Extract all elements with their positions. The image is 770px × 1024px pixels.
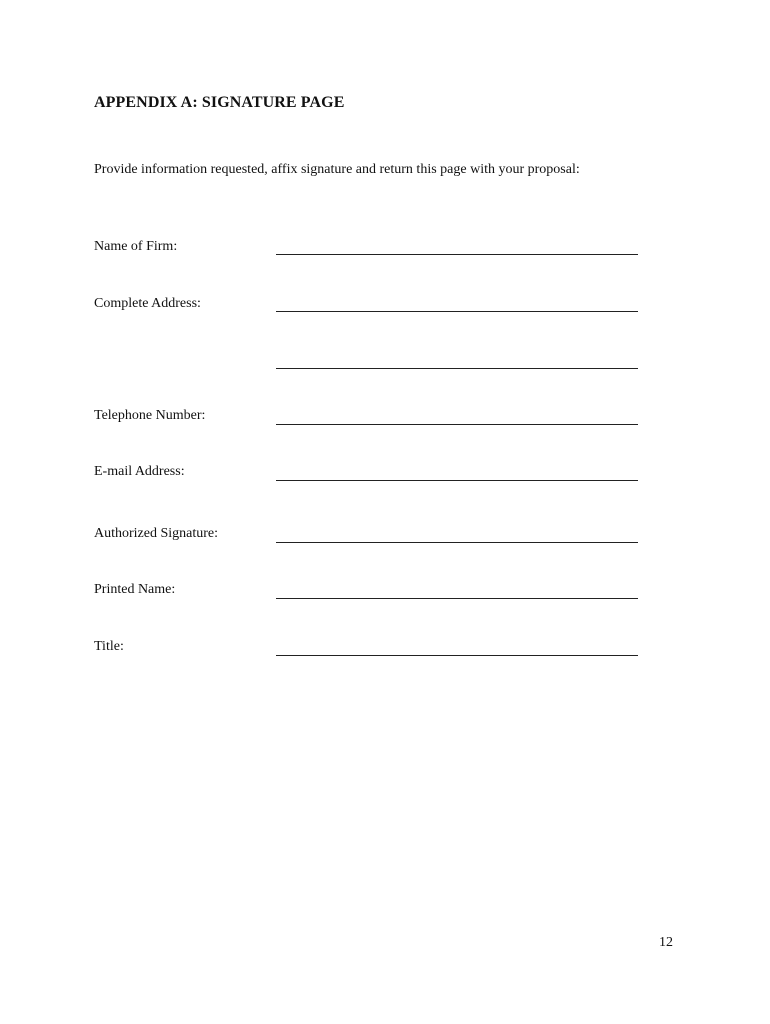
address-line-1-field[interactable] bbox=[276, 311, 638, 312]
printed-name-field[interactable] bbox=[276, 598, 638, 599]
address-label: Complete Address: bbox=[94, 296, 201, 311]
firm-name-label: Name of Firm: bbox=[94, 239, 178, 254]
page-heading: APPENDIX A: SIGNATURE PAGE bbox=[94, 94, 345, 111]
address-line-2-field[interactable] bbox=[276, 368, 638, 369]
title-label: Title: bbox=[94, 639, 124, 654]
title-field[interactable] bbox=[276, 655, 638, 656]
email-label: E-mail Address: bbox=[94, 464, 185, 479]
telephone-label: Telephone Number: bbox=[94, 408, 206, 423]
signature-label: Authorized Signature: bbox=[94, 526, 219, 541]
printed-name-label: Printed Name: bbox=[94, 582, 176, 597]
signature-field[interactable] bbox=[276, 542, 638, 543]
firm-name-field[interactable] bbox=[276, 254, 638, 255]
page-number: 12 bbox=[659, 935, 673, 950]
instruction-text: Provide information requested, affix signature and return this page with your proposal: bbox=[94, 162, 580, 177]
telephone-field[interactable] bbox=[276, 424, 638, 425]
email-field[interactable] bbox=[276, 480, 638, 481]
